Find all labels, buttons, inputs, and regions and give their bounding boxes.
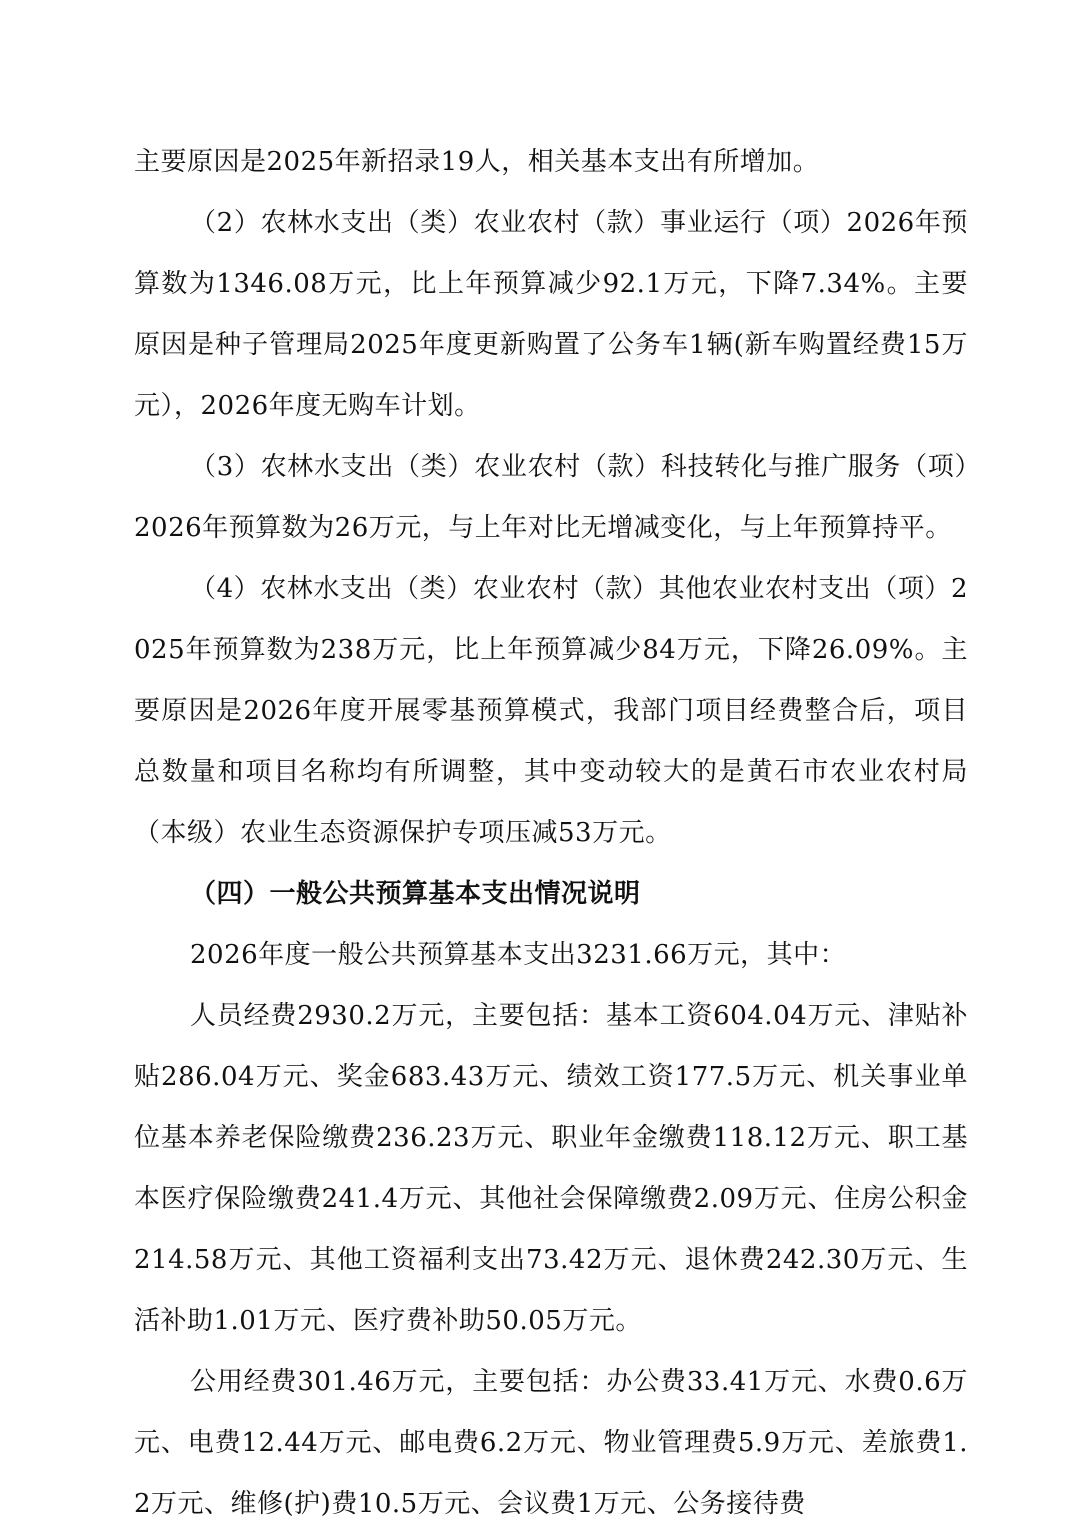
paragraph-item-4: （4）农林水支出（类）农业农村（款）其他农业农村支出（项）2025年预算数为238万元，比上年预算减少84万元，下降26.09%。主要原因是2026年度开展零基预算模式，我部门项目经费整合后，项目总数量和项目名称均有所调整，其中变动较大的是黄石市农业农村局（本级）农业生态资源保护专项压减53万元。 [134,574,968,848]
document-body [134,132,968,1535]
paragraph-item-2: （2）农林水支出（类）农业农村（款）事业运行（项）2026年预算数为1346.08万元，比上年预算减少92.1万元，下降7.34%。主要原因是种子管理局2025年度更新购置了公务车1辆(新车购置经费15万元），2026年度无购车计划。 [134,208,968,421]
paragraph-basic-expenditure: 2026年度一般公共预算基本支出3231.66万元，其中： [190,940,847,970]
paragraph-continuation: 主要原因是2025年新招录19人，相关基本支出有所增加。 [134,147,820,177]
section-heading: （四）一般公共预算基本支出情况说明 [190,879,641,909]
paragraph-public-expenses: 公用经费301.46万元，主要包括：办公费33.41万元、水费0.6万元、电费12.44万元、邮电费6.2万元、物业管理费5.9万元、差旅费1.2万元、维修(护)费10.5万元、会议费1万元、公务接待费 [134,1367,968,1519]
paragraph-item-3: （3）农林水支出（类）农业农村（款）科技转化与推广服务（项）2026年预算数为26万元，与上年对比无增减变化，与上年预算持平。 [134,452,968,543]
paragraph-personnel-expenses: 人员经费2930.2万元，主要包括：基本工资604.04万元、津贴补贴286.04万元、奖金683.43万元、绩效工资177.5万元、机关事业单位基本养老保险缴费236.23万元、职业年金缴费118.12万元、职工基本医疗保险缴费241.4万元、其他社会保障缴费2.09万元、住房公积金214.58万元、其他工资福利支出73.42万元、退休费242.30万元、生活补助1.01万元、医疗费补助50.05万元。 [134,1001,968,1336]
